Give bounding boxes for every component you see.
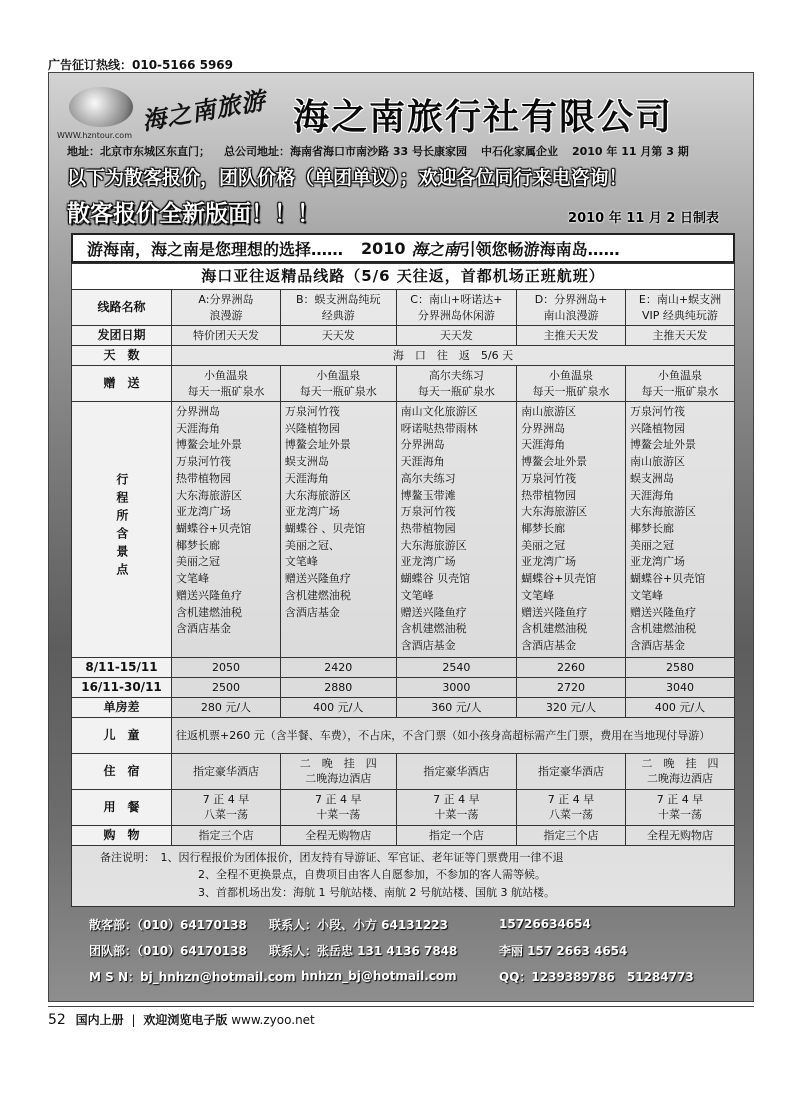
list-item: 南山旅游区 [521,405,577,418]
contact-row-group [89,937,729,963]
list-item: 亚龙湾广场 [176,505,231,519]
row-label-hotel: 住 宿 [72,753,172,789]
route-a-depart: 特价团天天发 [172,326,281,346]
list-item: 蜈支洲岛 [629,471,674,485]
route-d-price-period2: 2720 [517,677,626,697]
list-item: 蝴蝶谷+贝壳馆 [521,572,597,586]
issue-tag: 2010 年 11 月第 3 期 [571,145,689,158]
route-e-meal: 7 正 4 早 十菜一荡 [625,789,734,825]
table-row [72,717,735,753]
list-item: 含机建燃油税 [176,605,242,619]
list-item: 大东海旅游区 [400,538,467,552]
list-item: 万泉河竹筏 [176,455,231,469]
list-item: 亚龙湾广场 [629,555,685,569]
list-item: 赠送兴隆鱼疗 [176,588,242,602]
route-b-price-period2: 2880 [280,677,396,697]
route-b-meal: 7 正 4 早 十菜一荡 [280,789,396,825]
list-item: 博鳌会址外景 [176,438,242,452]
footer-url[interactable]: www.zyoo.net [231,1013,315,1027]
page-number: 52 [48,1012,66,1028]
route-a-price-period2: 2500 [172,677,281,697]
route-b-depart: 天天发 [280,326,396,346]
route-a-spots [172,402,281,658]
list-item: 蝴蝶谷+贝壳馆 [176,522,252,536]
route-a-shopping: 指定三个店 [172,825,281,845]
route-b-single-supplement: 400 元/人 [280,697,396,717]
list-item: 文笔峰 [176,572,209,586]
list-item: 含机建燃油税 [521,622,588,636]
qq-numbers: QQ：1239389786 51284773 [499,969,694,984]
row-label-shopping: 购 物 [72,825,172,845]
table-row [72,366,735,402]
route-c-single-supplement: 360 元/人 [396,697,516,717]
head-office-address: 总公司地址：海南省海口市南沙路 33 号长康家园 [224,145,467,158]
route-a-gift: 小鱼温泉 每天一瓶矿泉水 [172,366,281,402]
route-e-single-supplement: 400 元/人 [625,697,734,717]
table-row [72,290,735,326]
list-item: 万泉河竹筏 [400,505,456,519]
slogan-banner [71,233,735,263]
logo-script: 海之南旅游 [139,86,268,136]
route-d-name: D：分界洲岛+ 南山浪漫游 [517,290,626,326]
route-d-shopping: 指定三个店 [517,825,626,845]
route-b-hotel: 二 晚 挂 四 二晚海边酒店 [280,753,396,789]
notice-headline: 以下为散客报价，团队价格（单团单议）；欢迎各位同行来电咨询！ [67,167,628,189]
group-contact-person: 联系人：张岳忠 131 4136 7848 [269,943,458,958]
list-item: 博鳌会址外景 [284,438,351,452]
slogan-left: 游海南，海之南是您理想的选择…… [87,239,344,259]
list-item: 万泉河竹筏 [521,471,577,485]
notes-cell [72,845,735,906]
route-b-spots [280,402,396,658]
list-item: 文笔峰 [521,588,555,602]
list-item: 蝴蝶谷+贝壳馆 [629,572,706,586]
slogan-year: 2010 [361,238,406,258]
note-2: 2、全程不更换景点，自费项目由客人自愿参加，不参加的客人需等候。 [198,868,546,882]
route-b-price-period1: 2420 [280,657,396,677]
msn-secondary: hnhzn_bj@hotmail.com [301,969,457,983]
days-value: 海 口 往 返 5/6 天 [172,346,735,366]
table-row [72,402,735,658]
advertisement-panel [48,72,754,1002]
list-item: 大东海旅游区 [629,505,696,519]
list-item: 赠送兴隆鱼疗 [400,605,467,619]
note-1: 备注说明： 1、因行程报价为团体报价，团友持有导游证、军官证、老年证等门票费用一律不退 [100,850,564,864]
list-item: 呀诺哒热带雨林 [400,421,478,435]
list-item: 万泉河竹筏 [629,405,685,418]
note-3: 3、首都机场出发：海航 1 号航站楼、南航 2 号航站楼、国航 3 航站楼。 [198,885,555,899]
contact-row-online [89,963,729,989]
list-item: 椰梦长廊 [629,522,674,536]
list-item: 南山文化旅游区 [400,405,478,418]
route-e-hotel: 二 晚 挂 四 二晚海边酒店 [625,753,734,789]
page-footer [48,1011,315,1028]
address-line [67,143,747,159]
route-a-hotel: 指定豪华酒店 [172,753,281,789]
table-row [72,326,735,346]
route-e-spots [625,402,734,658]
beijing-address: 地址：北京市东城区东直门； [67,145,210,158]
route-e-depart: 主推天天发 [625,326,734,346]
retail-mobile: 15726634654 [499,917,591,931]
route-d-meal: 7 正 4 早 八菜一荡 [517,789,626,825]
row-label-gift: 赠 送 [72,366,172,402]
route-a-price-period1: 2050 [172,657,281,677]
table-row [72,657,735,677]
row-label-single: 单房差 [72,697,172,717]
table-title-row [72,264,735,290]
list-item: 椰梦长廊 [521,522,566,536]
section-name: 国内上册 [75,1013,124,1027]
list-item: 高尔夫练习 [400,471,456,485]
ad-hotline: 广告征订热线：010-5166 5969 [48,58,234,72]
slogan-brand: 海之南 [411,239,460,259]
list-item: 亚龙湾广场 [521,555,577,569]
list-item: 兴隆植物园 [284,421,340,435]
row-label-depart: 发团日期 [72,326,172,346]
logo-url: WWW.hzntour.com [57,131,132,140]
msn-primary: M S N：bj_hnhzn@hotmail.com [89,969,296,984]
list-item: 含机建燃油税 [284,588,351,602]
table-row [72,346,735,366]
list-item: 万泉河竹筏 [284,405,340,418]
route-c-shopping: 指定一个店 [396,825,516,845]
list-item: 大东海旅游区 [176,488,242,502]
route-b-shopping: 全程无购物店 [280,825,396,845]
list-item: 蝴蝶谷 贝壳馆 [400,572,471,586]
route-c-name: C：南山+呀诺达+ 分界洲岛休闲游 [396,290,516,326]
route-c-price-period2: 3000 [396,677,516,697]
table-row [72,845,735,906]
list-item: 博鳌玉带滩 [400,488,456,502]
list-item: 含酒店基金 [284,605,340,619]
route-b-gift: 小鱼温泉 每天一瓶矿泉水 [280,366,396,402]
list-item: 椰梦长廊 [176,538,220,552]
route-d-price-period1: 2260 [517,657,626,677]
issued-date: 2010 年 11 月 2 日制表 [568,211,719,226]
table-row [72,697,735,717]
list-item: 热带植物园 [176,471,231,485]
list-item: 赠送兴隆鱼疗 [629,605,696,619]
list-item: 分界洲岛 [400,438,445,452]
route-c-hotel: 指定豪华酒店 [396,753,516,789]
route-a-single-supplement: 280 元/人 [172,697,281,717]
list-item: 博鳌会址外景 [629,438,696,452]
row-label-period1: 8/11-15/11 [72,657,172,677]
list-item: 天涯海角 [400,455,445,469]
retail-contact-person: 联系人：小段、小方 64131223 [269,917,448,932]
retail-dept-phone: 散客部：（010）64170138 [89,917,247,932]
list-item: 美丽之冠 [629,538,674,552]
contact-row-retail [89,911,729,937]
table-row [72,677,735,697]
route-c-depart: 天天发 [396,326,516,346]
row-label-route: 线路名称 [72,290,172,326]
route-d-single-supplement: 320 元/人 [517,697,626,717]
list-item: 含酒店基金 [521,639,577,653]
route-a-meal: 7 正 4 早 八菜一荡 [172,789,281,825]
group-dept-phone: 团队部：（010）64170138 [89,943,247,958]
list-item: 亚龙湾广场 [284,505,340,519]
route-d-gift: 小鱼温泉 每天一瓶矿泉水 [517,366,626,402]
footer-text: 欢迎浏览电子版 [143,1013,228,1027]
list-item: 赠送兴隆鱼疗 [284,572,351,586]
route-d-depart: 主推天天发 [517,326,626,346]
list-item: 含酒店基金 [400,639,456,653]
row-label-child: 儿 童 [72,717,172,753]
company-name: 海之南旅行社有限公司 [293,97,674,138]
notice-new-layout: 散客报价全新版面！！！ [67,201,320,227]
list-item: 含酒店基金 [176,622,231,636]
list-item: 天涯海角 [521,438,566,452]
row-label-meal: 用 餐 [72,789,172,825]
list-item: 亚龙湾广场 [400,555,456,569]
table-row [72,789,735,825]
list-item: 美丽之冠、 [284,538,340,552]
enterprise-tag: 中石化家属企业 [480,145,558,158]
route-e-shopping: 全程无购物店 [625,825,734,845]
table-title: 海口亚往返精品线路（5/6 天往返，首都机场正班航班） [72,264,735,290]
route-a-name: A:分界洲岛 浪漫游 [172,290,281,326]
route-d-spots [517,402,626,658]
logo-emblem [69,87,133,127]
list-item: 兴隆植物园 [629,421,685,435]
list-item: 文笔峰 [400,588,434,602]
list-item: 大东海旅游区 [521,505,588,519]
list-item: 含机建燃油税 [400,622,467,636]
list-item: 大东海旅游区 [284,488,351,502]
list-item: 天涯海角 [284,471,329,485]
list-item: 蝴蝶谷 、贝壳馆 [284,522,366,536]
group-mobile: 李丽 157 2663 4654 [499,943,628,958]
list-item: 赠送兴隆鱼疗 [521,605,588,619]
route-c-meal: 7 正 4 早 十菜一荡 [396,789,516,825]
route-e-price-period2: 3040 [625,677,734,697]
list-item: 分界洲岛 [521,421,566,435]
list-item: 热带植物园 [400,522,456,536]
footer-divider [48,1006,754,1007]
child-policy: 往返机票+260 元（含半餐、车费），不占床，不含门票（如小孩身高超标需产生门票，费用在当地现付导游） [172,717,735,753]
list-item: 美丽之冠 [176,555,220,569]
route-c-gift: 高尔夫练习 每天一瓶矿泉水 [396,366,516,402]
row-label-period2: 16/11-30/11 [72,677,172,697]
route-e-price-period1: 2580 [625,657,734,677]
table-row [72,825,735,845]
footer-separator: | [131,1013,136,1027]
list-item: 含酒店基金 [629,639,685,653]
list-item: 美丽之冠 [521,538,566,552]
route-c-spots [396,402,516,658]
list-item: 南山旅游区 [629,455,685,469]
route-b-name: B：蜈支洲岛纯玩 经典游 [280,290,396,326]
list-item: 天涯海角 [176,421,220,435]
slogan-right: 引领您畅游海南岛…… [459,239,620,259]
list-item: 蜈支洲岛 [284,455,329,469]
route-price-table [71,263,735,907]
list-item: 分界洲岛 [176,405,220,418]
list-item: 文笔峰 [284,555,318,569]
row-label-days: 天 数 [72,346,172,366]
route-d-hotel: 指定豪华酒店 [517,753,626,789]
list-item: 博鳌会址外景 [521,455,588,469]
row-label-spots: 行程所含景点 [72,402,172,658]
route-c-price-period1: 2540 [396,657,516,677]
route-e-gift: 小鱼温泉 每天一瓶矿泉水 [625,366,734,402]
list-item: 天涯海角 [629,488,674,502]
table-row [72,753,735,789]
contact-block [89,911,729,989]
list-item: 含机建燃油税 [629,622,696,636]
list-item: 文笔峰 [629,588,663,602]
route-e-name: E：南山+蜈支洲 VIP 经典纯玩游 [625,290,734,326]
list-item: 热带植物园 [521,488,577,502]
